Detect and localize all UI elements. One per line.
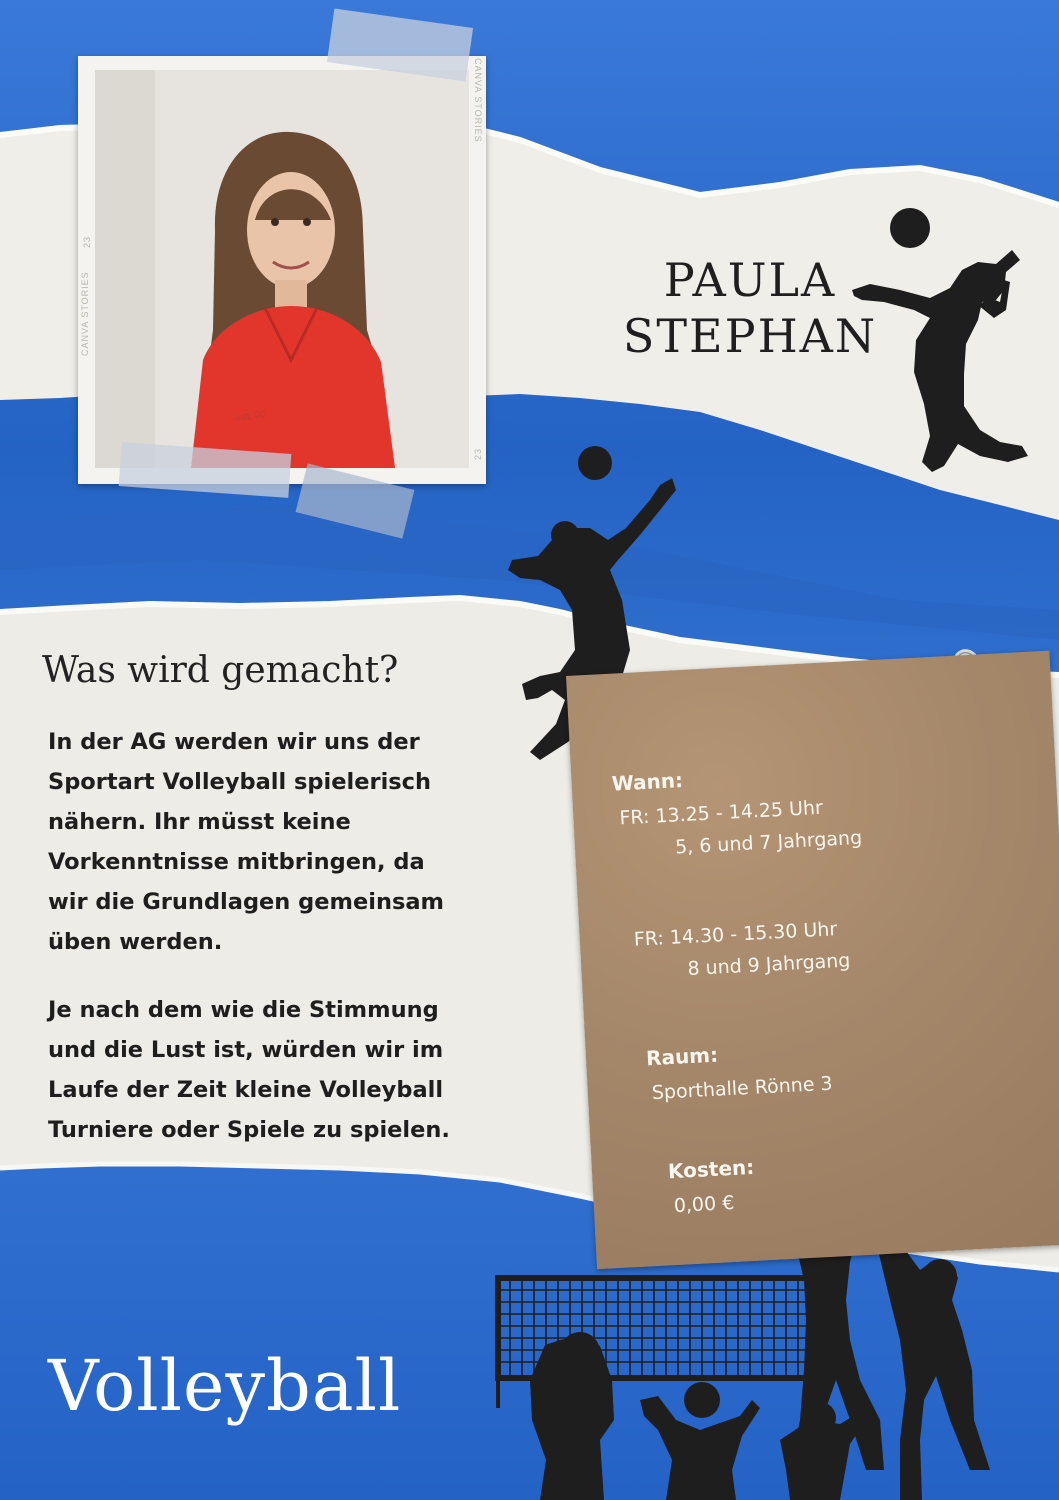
svg-text:ﺔﺒ∞: ﺔﺒ∞ [235,401,269,425]
slot-2-groups: 8 und 9 Jahrgang [686,949,851,981]
paragraph-line: wir die Grundlagen gemeinsam [48,889,444,915]
when-label: Wann: [611,768,684,796]
section-heading: Was wird gemacht? [42,650,399,691]
paragraph-line: Je nach dem wie die Stimmung [48,997,439,1023]
photo-frame [78,56,486,484]
description-paragraph-1 [48,722,528,962]
paragraph-line: üben werden. [48,929,223,955]
paragraph-line: Laufe der Zeit kleine Volleyball [48,1077,444,1103]
cost-label: Kosten: [667,1154,755,1184]
person-name [600,252,900,364]
description-paragraph-2 [48,990,528,1150]
first-name: PAULA [663,253,837,307]
profile-photo [95,70,469,468]
cost-value: 0,00 € [673,1191,735,1218]
paragraph-line: nähern. Ihr müsst keine [48,809,351,835]
frame-side-label: CANVA STORIES [80,271,90,356]
frame-side-number: 23 [473,447,483,460]
frame-side-number: 23 [82,235,92,248]
slot-2-time: FR: 14.30 - 15.30 Uhr [633,918,838,951]
paragraph-line: und die Lust ist, würden wir im [48,1037,444,1063]
room-value: Sporthalle Rönne 3 [651,1072,834,1105]
frame-side-label: CANVA STORIES [473,58,483,143]
info-card [566,651,1059,1270]
paragraph-line: Vorkenntnisse mitbringen, da [48,849,425,875]
paragraph-line: Sportart Volleyball spielerisch [48,769,432,795]
slot-1-groups: 5, 6 und 7 Jahrgang [674,826,863,859]
slot-1-time: FR: 13.25 - 14.25 Uhr [618,796,824,830]
last-name: STEPHAN [622,309,878,363]
paragraph-line: Turniere oder Spiele zu spielen. [48,1117,450,1143]
paragraph-line: In der AG werden wir uns der [48,729,420,755]
page-title: Volleyball [48,1345,402,1427]
room-label: Raum: [645,1042,719,1071]
